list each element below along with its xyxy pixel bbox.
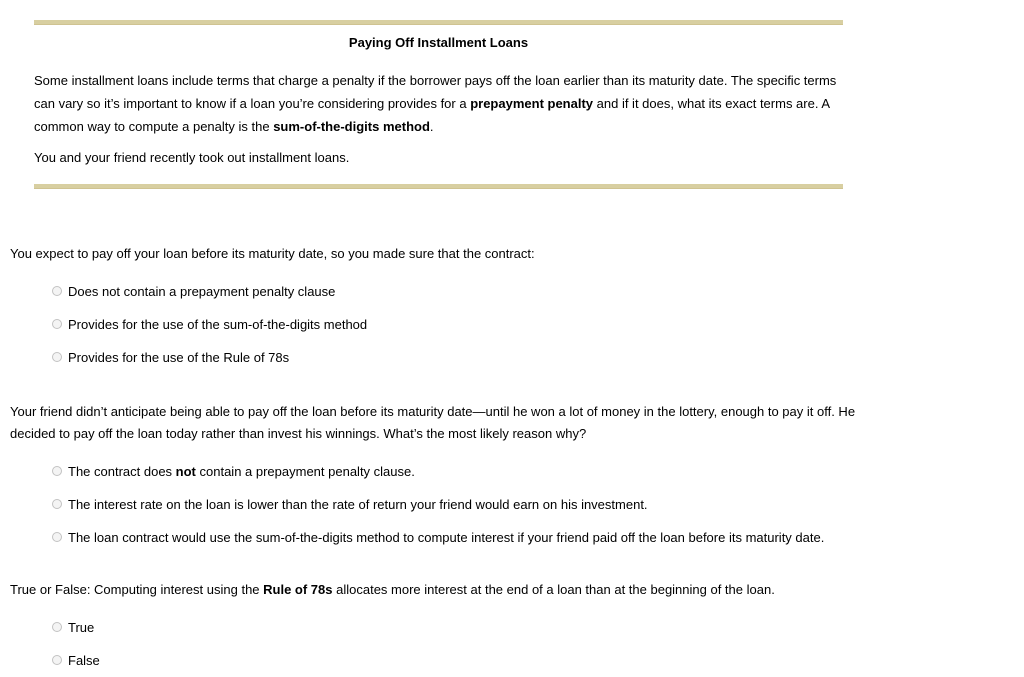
radio-button-icon[interactable]	[52, 622, 62, 632]
option-label: The interest rate on the loan is lower than the rate of return your friend would earn on his investment.	[68, 496, 648, 512]
question-block	[10, 243, 900, 365]
option-row[interactable]	[10, 349, 900, 365]
option-row[interactable]	[10, 529, 900, 545]
radio-button-icon[interactable]	[52, 466, 62, 476]
radio-button-icon[interactable]	[52, 532, 62, 542]
radio-button-icon[interactable]	[52, 319, 62, 329]
option-label: The contract does not contain a prepayment penalty clause.	[68, 463, 415, 479]
option-row[interactable]	[10, 496, 900, 512]
intro-sentence: You and your friend recently took out installment loans.	[34, 150, 350, 165]
option-row[interactable]	[10, 283, 900, 299]
intro-paragraph: Some installment loans include terms that charge a penalty if the borrower pays off the loan earlier than its maturity date. The specific terms can vary so it’s important to know if a loan you’re considering provides for a prepayment penalty and if it does, what its exact terms are. A common way to compute a penalty is the sum-of-the-digits method.	[34, 73, 837, 134]
option-label: True	[68, 619, 95, 635]
top-accent-bar	[34, 20, 843, 25]
bottom-accent-bar	[34, 184, 843, 189]
options-list	[10, 463, 900, 545]
option-row[interactable]	[10, 619, 900, 635]
question-prompt: Your friend didn’t anticipate being able to pay off the loan before its maturity date—until he won a lot of money in the lottery, enough to pay it off. He decided to pay off the loan today rather than invest his winnings. What’s the most likely reason why?	[10, 404, 856, 441]
instruction-box	[34, 20, 843, 189]
question-prompt: You expect to pay off your loan before its maturity date, so you made sure that the contract:	[10, 246, 535, 261]
questions	[10, 243, 900, 668]
option-label: The loan contract would use the sum-of-the-digits method to compute interest if your friend paid off the loan before its maturity date.	[68, 529, 825, 545]
option-row[interactable]	[10, 316, 900, 332]
options-list	[10, 619, 900, 668]
option-row[interactable]	[10, 652, 900, 668]
option-label: Provides for the use of the sum-of-the-digits method	[68, 316, 368, 332]
option-label: Does not contain a prepayment penalty clause	[68, 283, 336, 299]
option-label: Provides for the use of the Rule of 78s	[68, 349, 290, 365]
options-list	[10, 283, 900, 365]
question-prompt: True or False: Computing interest using the Rule of 78s allocates more interest at the end of a loan than at the beginning of the loan.	[10, 582, 775, 597]
radio-button-icon[interactable]	[52, 352, 62, 362]
radio-button-icon[interactable]	[52, 286, 62, 296]
radio-button-icon[interactable]	[52, 655, 62, 665]
question-block	[10, 401, 900, 545]
option-row[interactable]	[10, 463, 900, 479]
question-block	[10, 579, 900, 668]
option-label: False	[68, 652, 100, 668]
page-title: Paying Off Installment Loans	[348, 35, 529, 50]
radio-button-icon[interactable]	[52, 499, 62, 509]
